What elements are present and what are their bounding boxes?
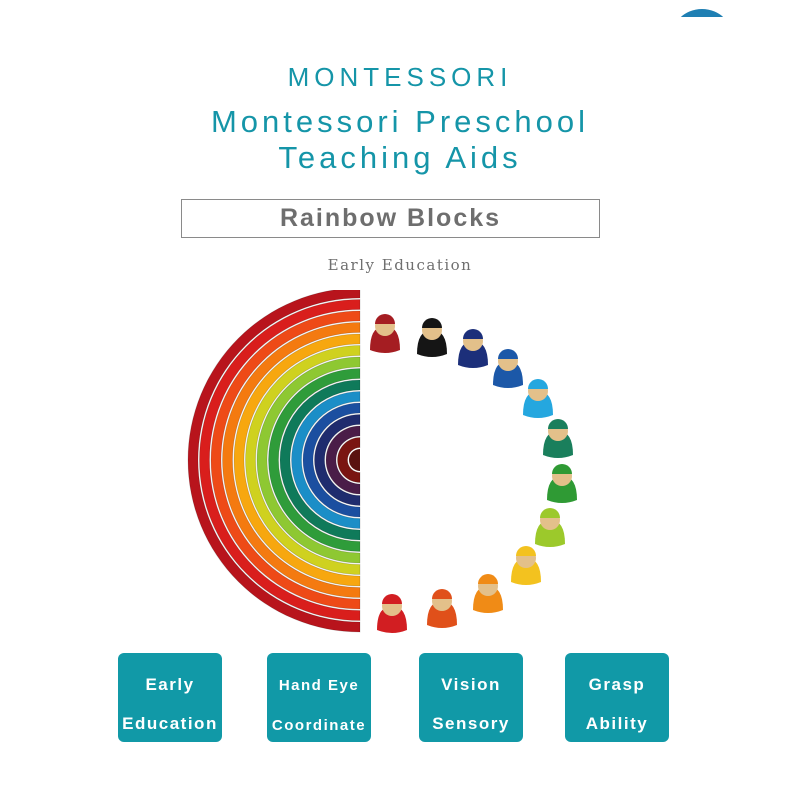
rainbow-arches bbox=[188, 290, 360, 632]
rainbow-blocks-illustration bbox=[170, 290, 610, 640]
badge-line-1: Early bbox=[145, 675, 195, 694]
peg-doll bbox=[377, 594, 407, 633]
peg-doll bbox=[523, 379, 553, 418]
badge-line-1: Vision bbox=[441, 675, 501, 694]
corner-decoration bbox=[670, 9, 734, 17]
badge-line-2: Education bbox=[122, 714, 218, 733]
product-image bbox=[170, 290, 610, 640]
badge-line-1: Grasp bbox=[588, 675, 646, 694]
peg-doll bbox=[493, 349, 523, 388]
peg-doll bbox=[417, 318, 447, 357]
peg-doll bbox=[427, 589, 457, 628]
peg-doll bbox=[543, 419, 573, 458]
peg-doll bbox=[547, 464, 577, 503]
peg-doll bbox=[458, 329, 488, 368]
headline-line-1: Montessori Preschool bbox=[210, 104, 590, 139]
badge-line-2: Ability bbox=[585, 714, 649, 733]
badge-early-education bbox=[118, 653, 222, 742]
peg-doll bbox=[473, 574, 503, 613]
badge-line-2: Coordinate bbox=[271, 717, 367, 734]
peg-doll bbox=[535, 508, 565, 547]
peg-dolls bbox=[370, 314, 577, 633]
product-subtitle: Early Education bbox=[327, 256, 473, 274]
headline-line-2: Teaching Aids bbox=[278, 140, 522, 175]
badge-line-2: Sensory bbox=[432, 714, 510, 733]
peg-doll bbox=[370, 314, 400, 353]
badge-line-1: Hand Eye bbox=[278, 677, 360, 694]
peg-doll bbox=[511, 546, 541, 585]
badge-hand-eye-coordinate bbox=[267, 653, 371, 742]
brand-title: MONTESSORI bbox=[287, 62, 513, 92]
badge-grasp-ability bbox=[565, 653, 669, 742]
badge-vision-sensory bbox=[419, 653, 523, 742]
page-headline bbox=[0, 104, 800, 176]
product-name-box: Rainbow Blocks bbox=[181, 199, 600, 238]
